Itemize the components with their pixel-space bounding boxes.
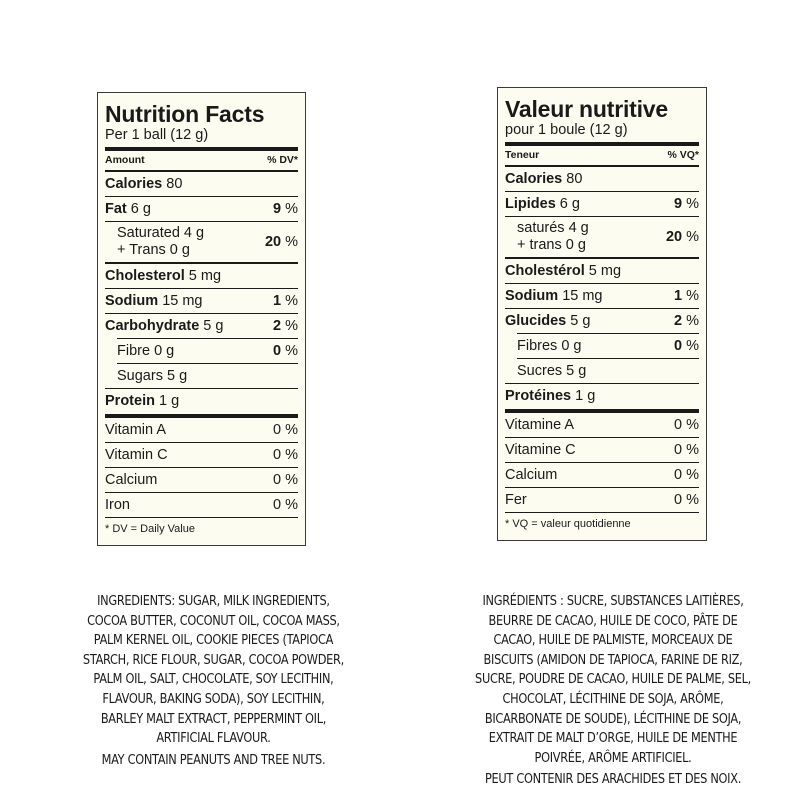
- nutrient-name: Sodium: [105, 293, 159, 309]
- vitamin-name: Vitamin A: [105, 422, 166, 438]
- ingredients-line: INGREDIENTS: SUGAR, MILK INGREDIENTS,: [97, 594, 330, 609]
- nutrient-row-saturated-trans: [105, 222, 298, 262]
- nutrient-row-sodium: [505, 284, 699, 308]
- nutrient-name: Protein: [105, 393, 155, 409]
- ingredients-line: COCOA BUTTER, COCONUT OIL, COCOA MASS,: [87, 613, 340, 629]
- nutrient-row-fat: [105, 197, 298, 221]
- ingredients-line: PALM OIL, SALT, CHOCOLATE, SOY LECITHIN,: [93, 672, 334, 688]
- nutrient-row-satures-trans: [505, 217, 699, 257]
- footnote: * VQ = valeur quotidienne: [505, 518, 631, 530]
- nutrient-trans: + Trans 0 g: [117, 242, 190, 258]
- nutrient-row-sodium: [105, 289, 298, 313]
- nutrient-amount: 1 g: [154, 393, 180, 409]
- amount-header: Amount: [105, 154, 145, 166]
- ingredients-line: FLAVOUR, BAKING SODA), SOY LECITHIN,: [102, 691, 325, 707]
- daily-value: 20 %: [264, 233, 298, 250]
- allergen-statement: PEUT CONTENIR DES ARACHIDES ET DES NOIX.: [484, 772, 742, 788]
- nutrient-name: Carbohydrate: [105, 318, 200, 334]
- nutrient-row-sucres: [505, 359, 699, 383]
- nutrient-name: Glucides: [505, 313, 567, 329]
- ingredients-english: [37, 592, 390, 770]
- nutrient-row-cholesterol: [105, 264, 298, 288]
- vitamin-dv: 0 %: [273, 447, 298, 463]
- vitamin-dv: 0 %: [674, 467, 699, 483]
- nutrient-name: Fibre 0 g: [117, 343, 175, 359]
- daily-value: 2 %: [273, 318, 298, 334]
- nutrient-amount: 80: [162, 176, 183, 192]
- ingredients-line: CACAO, HUILE DE PALMISTE, MORCEAUX DE: [493, 633, 733, 649]
- vitamin-name: Iron: [105, 497, 130, 513]
- nutrient-amount: 80: [562, 171, 583, 187]
- ingredients-line: BARLEY MALT EXTRACT, PEPPERMINT OIL,: [100, 711, 327, 727]
- serving-size: Per 1 ball (12 g): [105, 127, 209, 143]
- vitamin-row: [505, 413, 699, 437]
- footnote: * DV = Daily Value: [105, 523, 195, 535]
- vitamin-name: Vitamine C: [505, 442, 576, 458]
- nutrient-row-proteines: [505, 384, 699, 408]
- vitamin-dv: 0 %: [273, 497, 298, 513]
- nutrient-amount: 5 g: [566, 313, 591, 329]
- nutrient-amount: 15 mg: [558, 288, 603, 304]
- nutrient-name: Calories: [105, 176, 163, 192]
- vitamin-name: Calcium: [505, 467, 558, 483]
- nutrient-name: Fibres 0 g: [517, 338, 582, 354]
- nutrient-row-carbohydrate: [105, 314, 298, 338]
- ingredients-line: POIVRÉE, ARÔME ARTIFICIEL.: [534, 750, 692, 766]
- daily-value: 1 %: [273, 293, 298, 309]
- daily-value: 2 %: [674, 313, 699, 329]
- nutrient-saturated: saturés 4 g: [517, 220, 589, 236]
- nutrient-amount: 5 mg: [184, 268, 222, 284]
- ingredients-line: STARCH, RICE FLOUR, SUGAR, COCOA POWDER,: [82, 652, 344, 668]
- vitamin-row: [105, 418, 298, 442]
- ingredients-french: [437, 592, 790, 790]
- ingredients-line: BEURRE DE CACAO, HUILE DE COCO, PÂTE DE: [488, 613, 738, 629]
- nutrient-amount: 15 mg: [158, 293, 203, 309]
- vitamin-row: [105, 468, 298, 492]
- vitamin-row: [105, 493, 298, 517]
- vitamin-dv: 0 %: [273, 422, 298, 438]
- vitamin-row: [505, 488, 699, 512]
- nutrient-row-glucides: [505, 309, 699, 333]
- daily-value: 9 %: [273, 201, 298, 217]
- nutrient-row-cholesterol: [505, 259, 699, 283]
- vitamin-dv: 0 %: [674, 417, 699, 433]
- nutrient-amount: 5 g: [199, 318, 224, 334]
- nutrient-name: Fat: [105, 201, 127, 217]
- daily-value: 20 %: [665, 228, 699, 245]
- ingredients-line: EXTRAIT DE MALT D’ORGE, HUILE DE MENTHE: [488, 731, 738, 747]
- nutrient-amount: 6 g: [555, 196, 580, 212]
- ingredients-line: PALM KERNEL OIL, COOKIE PIECES (TAPIOCA: [93, 633, 334, 649]
- nutrition-facts-label-french: [497, 87, 707, 541]
- amount-header: Teneur: [505, 149, 540, 161]
- vitamin-row: [505, 463, 699, 487]
- ingredients-line: BICARBONATE DE SOUDE), LÉCITHINE DE SOJA,: [484, 711, 742, 727]
- nutrient-amount: 1 g: [571, 388, 596, 404]
- nutrient-name: Sugars 5 g: [117, 368, 188, 384]
- daily-value: 0 %: [674, 338, 699, 354]
- nutrient-row-fibres: [505, 334, 699, 358]
- nutrient-name: Cholestérol: [505, 263, 585, 279]
- ingredients-line: ARTIFICIAL FLAVOUR.: [156, 731, 271, 747]
- nutrient-row-sugars: [105, 364, 298, 388]
- vitamin-name: Fer: [505, 492, 527, 508]
- nutrient-name: Sodium: [505, 288, 559, 304]
- ingredients-line: INGRÉDIENTS : SUCRE, SUBSTANCES LAITIÈRES,: [482, 594, 744, 609]
- nutrient-trans: + trans 0 g: [517, 237, 586, 253]
- nutrient-name: Protéines: [505, 388, 572, 404]
- vitamin-name: Vitamine A: [505, 417, 575, 433]
- nutrient-row-calories: [505, 167, 699, 191]
- nutrient-name: Lipides: [505, 196, 556, 212]
- vitamin-dv: 0 %: [674, 442, 699, 458]
- daily-value: 9 %: [674, 196, 699, 212]
- nutrient-name: Sucres 5 g: [517, 363, 587, 379]
- dv-header: % VQ*: [667, 149, 699, 161]
- nutrient-row-fibre: [105, 339, 298, 363]
- nutrient-saturated: Saturated 4 g: [117, 225, 205, 241]
- nutrition-facts-label-english: [97, 92, 306, 546]
- label-title: Nutrition Facts: [105, 101, 265, 127]
- vitamin-dv: 0 %: [273, 472, 298, 488]
- header-row: [105, 151, 298, 170]
- vitamin-name: Calcium: [105, 472, 158, 488]
- nutrient-amount: 6 g: [126, 201, 151, 217]
- vitamin-row: [505, 438, 699, 462]
- allergen-statement: MAY CONTAIN PEANUTS AND TREE NUTS.: [101, 752, 326, 768]
- nutrient-name: Calories: [505, 171, 563, 187]
- daily-value: 0 %: [273, 343, 298, 359]
- vitamin-dv: 0 %: [674, 492, 699, 508]
- dv-header: % DV*: [267, 154, 298, 166]
- daily-value: 1 %: [674, 288, 699, 304]
- nutrient-name: Cholesterol: [105, 268, 185, 284]
- nutrient-row-protein: [105, 389, 298, 413]
- serving-size: pour 1 boule (12 g): [505, 122, 628, 138]
- label-title: Valeur nutritive: [505, 96, 668, 122]
- ingredients-line: SUCRE, POUDRE DE CACAO, HUILE DE PALME, SEL,: [475, 672, 751, 688]
- ingredients-line: BISCUITS (AMIDON DE TAPIOCA, FARINE DE RIZ,: [483, 652, 743, 668]
- ingredients-line: CHOCOLAT, LÉCITHINE DE SOJA, ARÔME,: [502, 691, 724, 707]
- vitamin-name: Vitamin C: [105, 447, 168, 463]
- header-row: [505, 146, 699, 165]
- nutrient-row-lipides: [505, 192, 699, 216]
- nutrient-amount: 5 mg: [584, 263, 622, 279]
- nutrient-row-calories: [105, 172, 298, 196]
- vitamin-row: [105, 443, 298, 467]
